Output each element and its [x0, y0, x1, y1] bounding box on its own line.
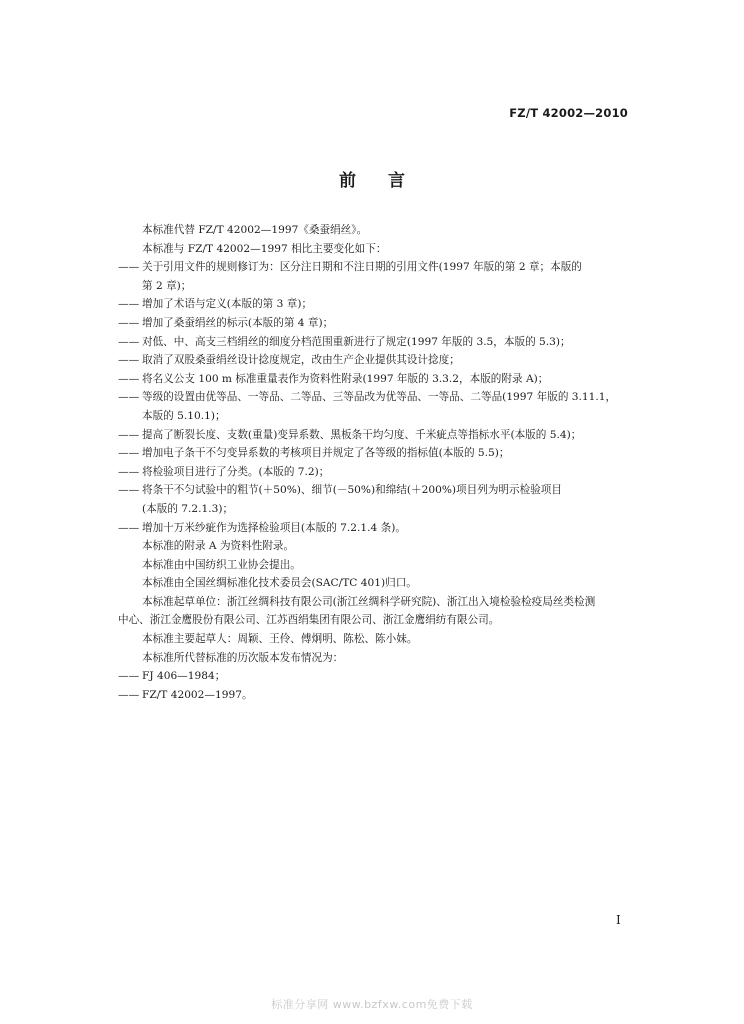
paragraph: 本标准所代替标准的历次版本发布情况为： [142, 651, 344, 664]
list-item [118, 388, 630, 407]
dash: —— [118, 688, 140, 701]
paragraph: 本标准与 FZ/T 42002—1997 相比主要变化如下： [142, 242, 387, 255]
dash: —— [118, 428, 140, 441]
list-item [118, 333, 630, 352]
list-item-text: 增加电子条干不匀变异系数的考核项目并规定了各等级的指标值(本版的 5.5)； [142, 447, 510, 460]
dash: —— [118, 335, 140, 348]
list-item [118, 351, 630, 370]
dash: —— [118, 484, 140, 497]
list-item-text: 对低、中、高支三档绢丝的细度分档范围重新进行了规定(1997 年版的 3.5，本版的 5.3)； [142, 335, 571, 348]
standard-code: FZ/T 42002—2010 [509, 106, 628, 120]
list-item-continuation: 本版的 5.10.1)； [142, 409, 226, 422]
dash: —— [118, 261, 140, 274]
dash: —— [118, 391, 140, 404]
dash: —— [118, 354, 140, 367]
title-char-2: 言 [388, 171, 405, 191]
paragraph: 本标准代替 FZ/T 42002—1997《桑蚕绢丝》。 [142, 224, 368, 236]
dash: —— [118, 372, 140, 385]
list-item-text: 将名义公支 100 m 标准重量表作为资料性附录(1997 年版的 3.3.2，本版的附录 A)； [142, 372, 549, 385]
paragraph: 本标准主要起草人：周颖、王伶、傅炯明、陈松、陈小妹。 [142, 633, 418, 646]
list-item [118, 481, 630, 500]
list-item [118, 667, 630, 686]
dash: —— [118, 298, 140, 311]
page-number: I [616, 913, 621, 927]
paragraph: 本标准由中国纺织工业协会提出。 [142, 558, 301, 571]
list-item-text: 取消了双股桑蚕绢丝设计捻度规定，改由生产企业提供其设计捻度； [142, 354, 460, 367]
list-item-continuation: (本版的 7.2.1.3)； [142, 502, 234, 515]
list-item [118, 426, 630, 445]
list-item-text: 增加了术语与定义(本版的第 3 章)； [142, 298, 313, 311]
list-item [118, 295, 630, 314]
list-item [118, 370, 630, 389]
list-item-continuation: 第 2 章)； [142, 279, 192, 292]
dash: —— [118, 670, 140, 683]
dash: —— [118, 447, 140, 460]
list-item [118, 258, 630, 277]
list-item-text: FZ/T 42002—1997。 [142, 688, 253, 701]
paragraph: 本标准的附录 A 为资料性附录。 [142, 540, 295, 553]
list-item-text: 增加十万米纱疵作为选择检验项目(本版的 7.2.1.4 条)。 [142, 521, 406, 534]
list-item-text: 关于引用文件的规则修订为：区分注日期和不注日期的引用文件(1997 年版的第 2 章；本版的 [142, 261, 582, 274]
paragraph: 本标准由全国丝绸标准化技术委员会(SAC/TC 401)归口。 [142, 577, 417, 590]
list-item [118, 444, 630, 463]
dash: —— [118, 465, 140, 478]
list-item [118, 463, 630, 482]
foreword-body [118, 221, 630, 704]
list-item-text: 等级的设置由优等品、一等品、二等品、三等品改为优等品、一等品、二等品(1997 年版的 3.11.1， [142, 391, 617, 404]
list-item-text: 增加了桑蚕绢丝的标示(本版的第 4 章)； [142, 316, 334, 329]
list-item-text: 将条干不匀试验中的粗节(＋50%)、细节(－50%)和绵结(＋200%)项目列为明示检验项目 [142, 484, 562, 497]
list-item [118, 519, 630, 538]
page-title [0, 166, 744, 191]
paragraph: 本标准起草单位：浙江丝绸科技有限公司(浙江丝绸科学研究院)、浙江出入境检验检疫局丝类检测 [142, 595, 596, 608]
list-item [118, 314, 630, 333]
watermark-footer: 标准分享网 www.bzfxw.com免费下载 [271, 998, 473, 1011]
title-char-1: 前 [339, 171, 356, 191]
paragraph-continuation: 中心、浙江金鹰股份有限公司、江苏酉绢集团有限公司、浙江金鹰绢纺有限公司。 [118, 614, 500, 627]
list-item-text: FJ 406—1984； [142, 670, 226, 683]
dash: —— [118, 316, 140, 329]
list-item [118, 686, 630, 705]
list-item-text: 提高了断裂长度、支数(重量)变异系数、黑板条干均匀度、千米疵点等指标水平(本版的 5.4)； [142, 428, 582, 441]
dash: —— [118, 521, 140, 534]
list-item-text: 将检验项目进行了分类。(本版的 7.2)； [142, 465, 330, 478]
